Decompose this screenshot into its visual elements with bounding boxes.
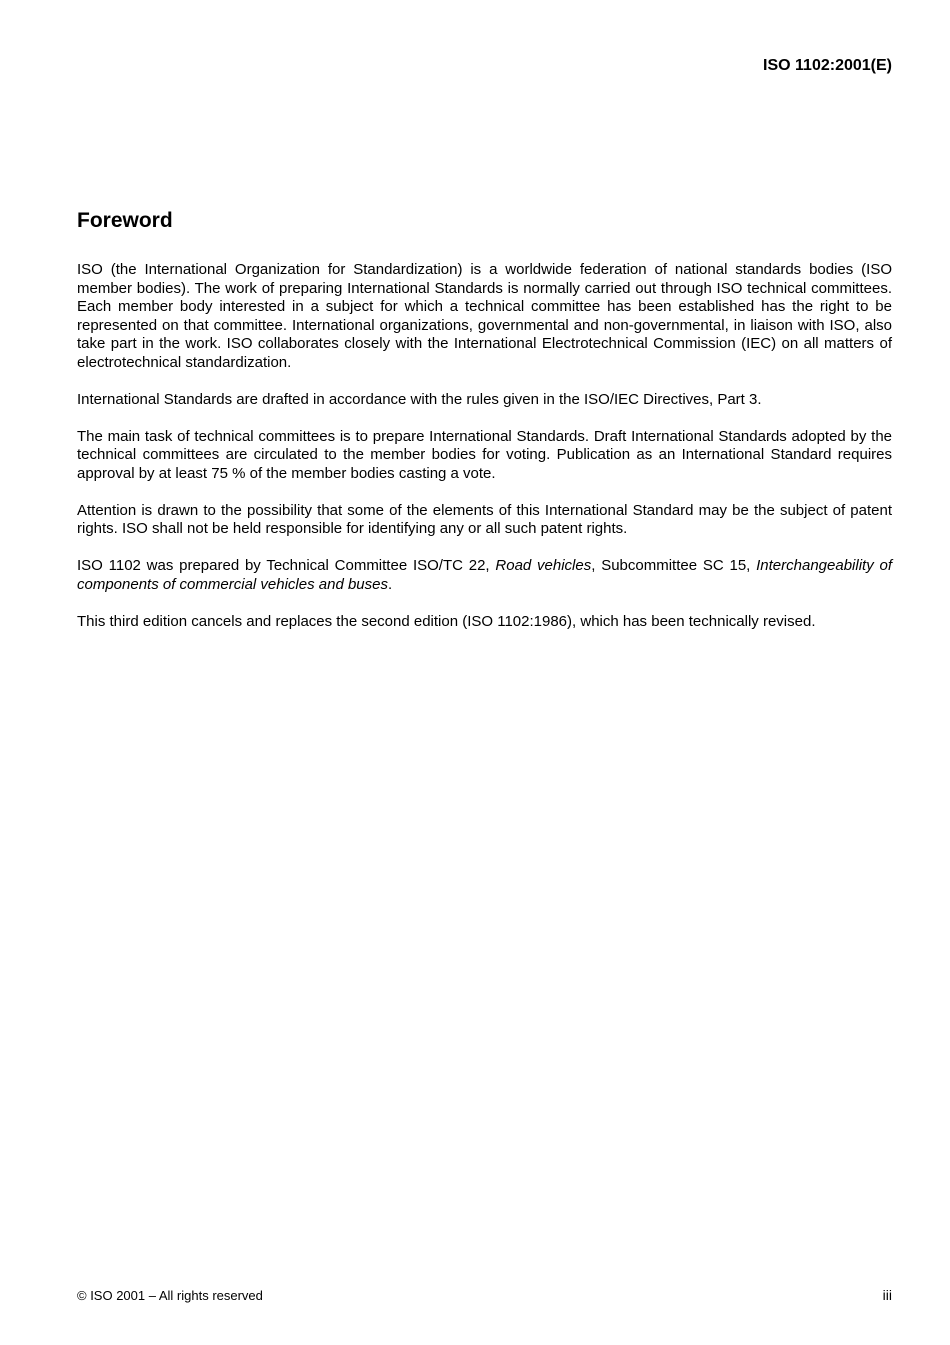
page-number: iii <box>882 1287 892 1303</box>
copyright-notice: © ISO 2001 – All rights reserved <box>77 1288 263 1303</box>
prepared-by-text-1: ISO 1102 was prepared by Technical Committee ISO/TC 22, <box>77 557 496 574</box>
paragraph-patent-rights: Attention is drawn to the possibility that some of the elements of this International Standard may be the subject of patent rights. ISO shall not be held responsible for identifying any or all such patent rights. <box>77 501 892 537</box>
document-id: ISO 1102:2001(E) <box>763 57 892 74</box>
foreword-body <box>77 261 892 650</box>
page-title: Foreword <box>77 209 173 232</box>
paragraph-drafting-rules: International Standards are drafted in accordance with the rules given in the ISO/IEC Directives, Part 3. <box>77 390 762 408</box>
prepared-by-text-3: . <box>388 575 393 593</box>
paragraph-prepared-by <box>77 557 892 594</box>
committee-title-road-vehicles: Road vehicles <box>495 557 592 574</box>
paragraph-iso-federation: ISO (the International Organization for Standardization) is a worldwide federation of national standards bodies (ISO member bodies). The work of preparing International Standards is normally carried out through ISO technical committees. Each member body interested in a subject for which a technical committee has been established has the right to be represented on that committee. International organizations, governmental and non-governmental, in liaison with ISO, also take part in the work. ISO collaborates closely with the International Electrotechnical Commission (IEC) on all matters of electrotechnical standardization. <box>77 261 892 371</box>
subcommittee-title: Interchangeability of components of commercial vehicles and buses <box>77 557 892 593</box>
prepared-by-text-2: , Subcommittee SC 15, <box>591 557 757 574</box>
paragraph-committee-task: The main task of technical committees is to prepare International Standards. Draft International Standards adopted by the technical committees are circulated to the member bodies for voting. Publication as an International Standard requires approval by at least 75 % of the member bodies casting a vote. <box>77 427 892 482</box>
paragraph-edition-note: This third edition cancels and replaces the second edition (ISO 1102:1986), which has been technically revised. <box>77 612 816 630</box>
